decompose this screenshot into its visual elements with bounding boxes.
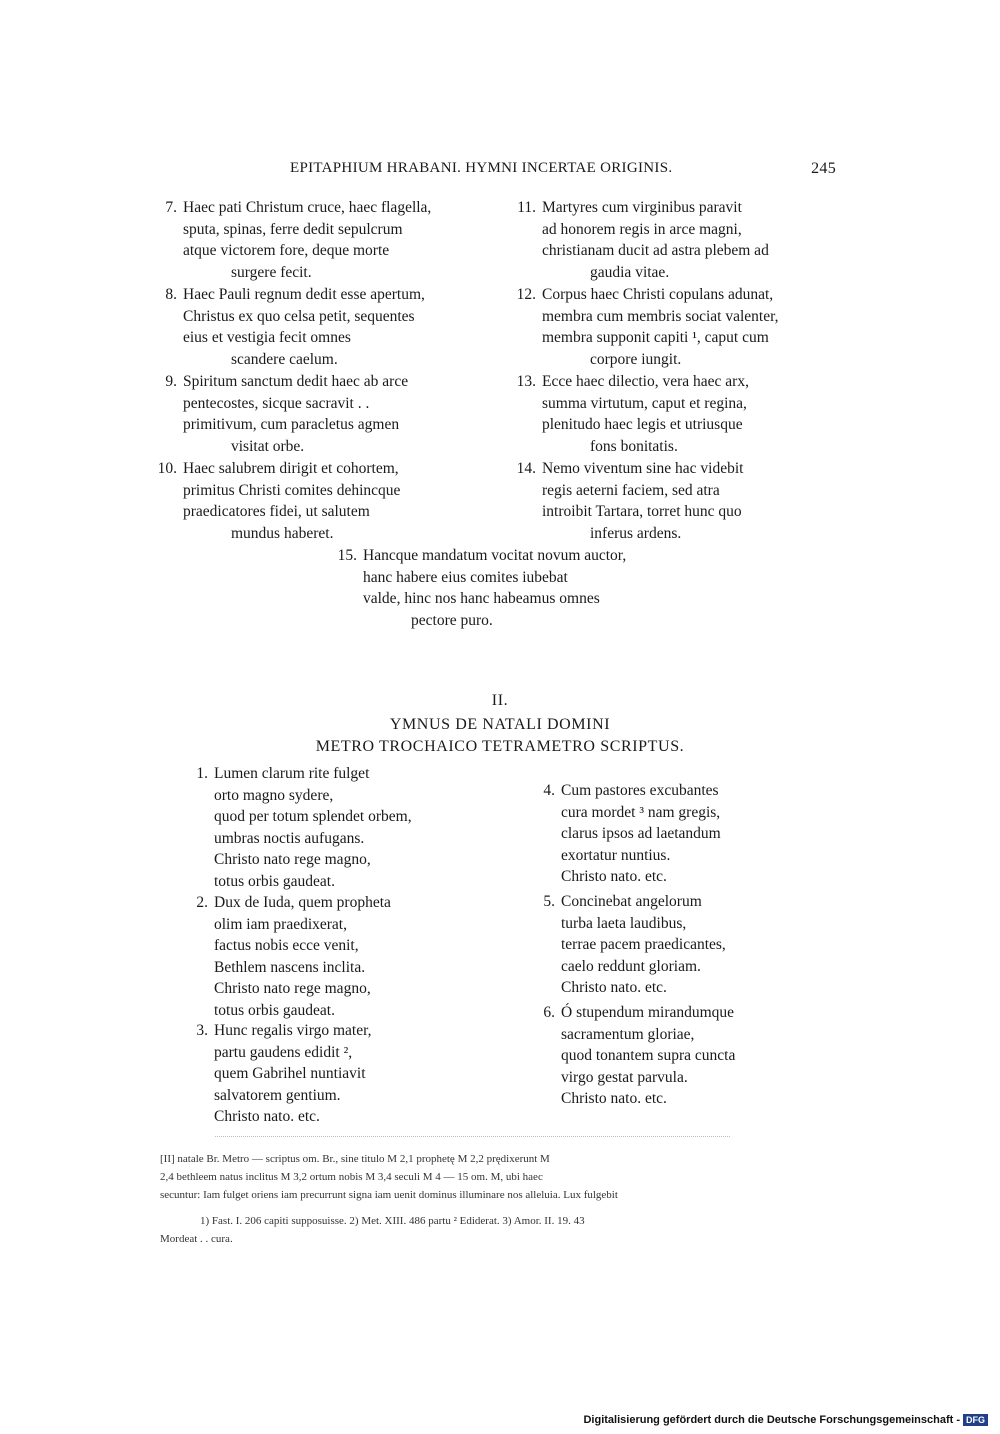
verse-line: eius et vestigia fecit omnes bbox=[183, 329, 351, 346]
verse-line: scandere caelum. bbox=[231, 350, 338, 368]
verse-line: pentecostes, sicque sacravit . . bbox=[183, 394, 370, 412]
verse-line: christianam ducit ad astra plebem ad bbox=[542, 242, 769, 259]
verse-line: Haec Pauli regnum dedit esse apertum, bbox=[183, 286, 425, 303]
footnotes bbox=[160, 1212, 840, 1248]
hymn-subtitle: METRO TROCHAICO TETRAMETRO SCRIPTUS. bbox=[315, 738, 685, 755]
apparatus-line: secuntur: Iam fulget oriens iam precurrunt signa iam uenit dominus illuminare nos alleluia. Lux fulgebit bbox=[160, 1189, 618, 1201]
verse-line: Haec salubrem dirigit et cohortem, bbox=[183, 460, 399, 477]
verse-line: Bethlem nascens inclita. bbox=[214, 958, 366, 976]
verse-line: membra cum membris sociat valenter, bbox=[542, 307, 779, 325]
verse-line: Dux de Iuda, quem propheta bbox=[214, 894, 391, 911]
verse-line: Christus ex quo celsa petit, sequentes bbox=[183, 307, 415, 325]
verse-line: Christo nato rege magno, bbox=[214, 980, 371, 997]
stanza-number: 2. bbox=[196, 894, 208, 911]
verse-line: salvatorem gentium. bbox=[214, 1086, 341, 1104]
verse-line: mundus haberet. bbox=[231, 524, 334, 542]
verse-line: Ó stupendum mirandumque bbox=[561, 1004, 735, 1021]
verse-line: sacramentum gloriae, bbox=[561, 1025, 695, 1043]
apparatus-line: [II] natale Br. Metro — scriptus om. Br., sine titulo M 2,1 prophetę M 2,2 prędixerunt M bbox=[160, 1153, 550, 1165]
hymn-number: II. bbox=[491, 692, 509, 709]
stanza-number: 10. bbox=[157, 460, 177, 477]
verse-line: virgo gestat parvula. bbox=[561, 1068, 688, 1086]
stanza-number: 13. bbox=[516, 373, 536, 390]
verse-line: pectore puro. bbox=[411, 611, 493, 629]
verse-line: exortatur nuntius. bbox=[561, 846, 671, 864]
verse-line: totus orbis gaudeat. bbox=[214, 1001, 335, 1019]
verse-line: Martyres cum virginibus paravit bbox=[542, 199, 742, 216]
verse-line: olim iam praedixerat, bbox=[214, 915, 347, 933]
footnote-line: 1) Fast. I. 206 capiti supposuisse. 2) Met. XIII. 486 partu ² Ediderat. 3) Amor. II. 19. 43 bbox=[200, 1215, 585, 1227]
verse-line: corpore iungit. bbox=[590, 350, 682, 368]
verse-line: Ecce haec dilectio, vera haec arx, bbox=[542, 373, 749, 390]
verse-line: hanc habere eius comites iubebat bbox=[363, 568, 568, 586]
verse-line: quem Gabrihel nuntiavit bbox=[214, 1065, 366, 1082]
verse-line: Haec pati Christum cruce, haec flagella, bbox=[183, 199, 432, 216]
verse-line: Lumen clarum rite fulget bbox=[214, 765, 370, 782]
verse-line: umbras noctis aufugans. bbox=[214, 829, 365, 847]
verse-line: valde, hinc nos hanc habeamus omnes bbox=[363, 590, 600, 607]
verse-line: atque victorem fore, deque morte bbox=[183, 242, 390, 259]
verse-line: Christo nato. etc. bbox=[214, 1108, 320, 1125]
verse-line: plenitudo haec legis et utriusque bbox=[542, 416, 743, 433]
verse-line: Christo nato. etc. bbox=[561, 868, 667, 885]
verse-line: Nemo viventum sine hac videbit bbox=[542, 460, 744, 477]
verse-line: Hancque mandatum vocitat novum auctor, bbox=[363, 547, 627, 564]
verse-line: Cum pastores excubantes bbox=[561, 782, 719, 799]
stanza-number: 12. bbox=[516, 286, 536, 303]
verse-line: totus orbis gaudeat. bbox=[214, 872, 335, 890]
stanza-number: 4. bbox=[543, 782, 555, 799]
stanza-number: 7. bbox=[165, 199, 177, 216]
digitization-credit bbox=[583, 1414, 988, 1426]
verse-line: summa virtutum, caput et regina, bbox=[542, 394, 747, 412]
verse-line: sputa, spinas, ferre dedit sepulcrum bbox=[183, 220, 403, 238]
verse-line: cura mordet ³ nam gregis, bbox=[561, 803, 721, 821]
divider bbox=[215, 1136, 730, 1137]
stanza-number: 14. bbox=[516, 460, 536, 477]
credit-text: Digitalisierung gefördert durch die Deutsche Forschungsgemeinschaft - bbox=[583, 1414, 960, 1426]
stanza-number: 1. bbox=[196, 765, 208, 782]
stanza-number: 8. bbox=[165, 286, 177, 303]
verse-line: Hunc regalis virgo mater, bbox=[214, 1022, 372, 1039]
footnote-line: Mordeat . . cura. bbox=[160, 1233, 233, 1245]
verse-line: orto magno sydere, bbox=[214, 786, 334, 804]
verse-line: gaudia vitae. bbox=[590, 263, 670, 281]
page-number: 245 bbox=[811, 160, 836, 177]
critical-apparatus bbox=[160, 1150, 840, 1204]
verse-line: Christo nato. etc. bbox=[561, 1090, 667, 1107]
running-title: EPITAPHIUM HRABANI. HYMNI INCERTAE ORIGINIS. bbox=[290, 160, 673, 176]
verse-line: caelo reddunt gloriam. bbox=[561, 957, 701, 975]
verse-line: clarus ipsos ad laetandum bbox=[561, 825, 721, 842]
verse-line: surgere fecit. bbox=[231, 263, 312, 281]
stanza-number: 3. bbox=[196, 1022, 208, 1039]
verse-line: terrae pacem praedicantes, bbox=[561, 936, 726, 953]
stanza-number: 11. bbox=[517, 199, 536, 216]
verse-line: regis aeterni faciem, sed atra bbox=[542, 481, 720, 499]
dfg-logo: DFG bbox=[963, 1414, 988, 1426]
verse-line: introibit Tartara, torret hunc quo bbox=[542, 503, 742, 520]
verse-line: quod per totum splendet orbem, bbox=[214, 808, 412, 825]
verse-line: Concinebat angelorum bbox=[561, 893, 702, 910]
verse-line: turba laeta laudibus, bbox=[561, 914, 687, 932]
verse-line: praedicatores fidei, ut salutem bbox=[183, 503, 370, 520]
verse-line: membra supponit capiti ¹, caput cum bbox=[542, 329, 769, 346]
verse-line: inferus ardens. bbox=[590, 524, 682, 542]
stanza-number: 6. bbox=[543, 1004, 555, 1021]
verse-line: factus nobis ecce venit, bbox=[214, 937, 359, 954]
verse-line: visitat orbe. bbox=[231, 437, 305, 455]
verse-line: quod tonantem supra cuncta bbox=[561, 1047, 736, 1064]
hymn-title: YMNUS DE NATALI DOMINI bbox=[389, 716, 611, 733]
verse-line: ad honorem regis in arce magni, bbox=[542, 220, 742, 238]
stanza-number: 5. bbox=[543, 893, 555, 910]
verse-line: Corpus haec Christi copulans adunat, bbox=[542, 286, 774, 303]
verse-line: Christo nato rege magno, bbox=[214, 851, 371, 868]
verse-line: Christo nato. etc. bbox=[561, 979, 667, 996]
verse-line: fons bonitatis. bbox=[590, 437, 678, 455]
stanza-number: 9. bbox=[165, 373, 177, 390]
apparatus-line: 2,4 bethleem natus inclitus M 3,2 ortum nobis M 3,4 seculi M 4 — 15 om. M, ubi haec bbox=[160, 1171, 543, 1183]
verse-line: partu gaudens edidit ², bbox=[214, 1043, 353, 1061]
stanza-number: 15. bbox=[337, 547, 357, 564]
verse-line: primitivum, cum paracletus agmen bbox=[183, 416, 400, 433]
verse-line: Spiritum sanctum dedit haec ab arce bbox=[183, 373, 409, 390]
verse-line: primitus Christi comites dehincque bbox=[183, 481, 401, 499]
